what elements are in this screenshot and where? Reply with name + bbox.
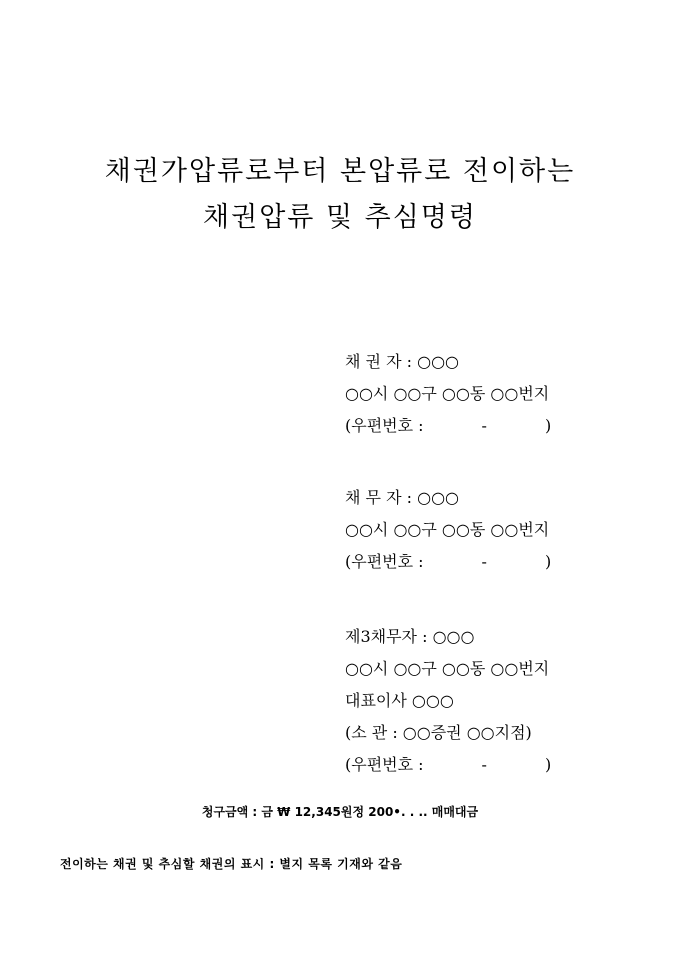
debtor-postal-code (345, 546, 551, 578)
creditor-name: 채 권 자 : ○○○ (345, 352, 459, 371)
third-debtor-postal-code (345, 749, 551, 781)
third-debtor-branch: (소 관 : ○○증권 ○○지점) (345, 723, 532, 742)
debtor-name: 채 무 자 : ○○○ (345, 488, 459, 507)
postal-dash: - (481, 552, 487, 571)
postal-dash: - (481, 755, 487, 774)
postal-dash: - (481, 416, 487, 435)
third-debtor-representative: 대표이사 ○○○ (345, 691, 454, 710)
postal-label: (우편번호 : (345, 552, 424, 571)
postal-label: (우편번호 : (345, 755, 424, 774)
claim-description: 전이하는 채권 및 추심할 채권의 표시 : 별지 목록 기재와 같음 (60, 857, 403, 871)
postal-close: ) (544, 416, 552, 435)
third-debtor-name: 제3채무자 : ○○○ (345, 627, 475, 646)
creditor-address: ○○시 ○○구 ○○동 ○○번지 (345, 384, 550, 403)
third-debtor-block (345, 621, 551, 781)
document-title-line2: 채권압류 및 추심명령 (203, 202, 477, 233)
creditor-postal-code (345, 410, 551, 442)
debtor-address: ○○시 ○○구 ○○동 ○○번지 (345, 520, 550, 539)
claim-amount: 청구금액 : 금 ₩ 12,345원정 200•. . .. 매매대금 (201, 805, 479, 819)
postal-close: ) (544, 552, 552, 571)
document-title-line1: 채권가압류로부터 본압류로 전이하는 (104, 156, 576, 187)
postal-label: (우편번호 : (345, 416, 424, 435)
postal-close: ) (544, 755, 552, 774)
third-debtor-address: ○○시 ○○구 ○○동 ○○번지 (345, 659, 550, 678)
creditor-block (345, 346, 551, 442)
debtor-block (345, 482, 551, 578)
